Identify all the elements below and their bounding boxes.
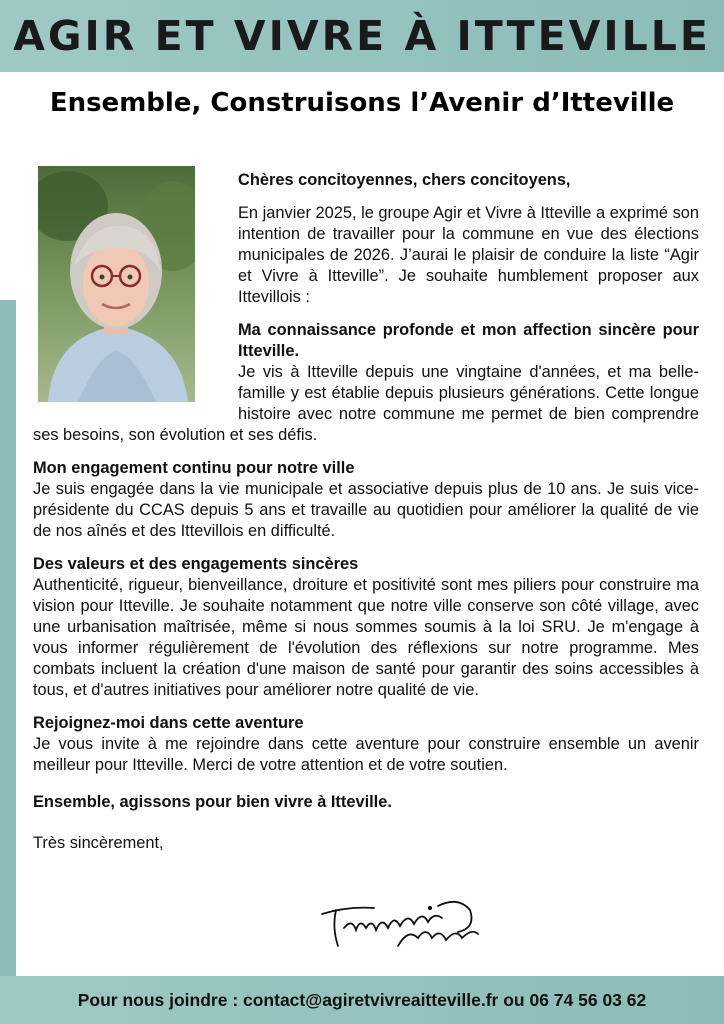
decorative-side-bar [0, 300, 16, 976]
footer-contact: Pour nous joindre : contact@agiretvivreaitteville.fr ou 06 74 56 03 62 [77, 990, 647, 1010]
section-heading: Rejoignez-moi dans cette aventure [33, 714, 304, 732]
section-heading: Ma connaissance profonde et mon affection sincère pour Itteville. [238, 321, 699, 360]
page-subtitle: Ensemble, Construisons l’Avenir d’Itteville [49, 88, 675, 118]
section-text: Je suis engagée dans la vie municipale et associative depuis plus de 10 ans. Je suis vice-présidente du CCAS depuis 5 ans et travaille au quotidien pour améliorer la qualité de vie de nos aînés et des Ittevillois en difficulté. [33, 480, 699, 540]
page-title: AGIR ET VIVRE À ITTEVILLE [13, 12, 711, 60]
section-text: Authenticité, rigueur, bienveillance, droiture et positivité sont mes piliers pour construire ma vision pour Itteville. Je souhaite notamment que notre ville conserve son côté village, avec une urbanisation maîtrisée, même si nous sommes soumis à la loi SRU. Je m'engage à vous informer régulièrement de l'évolution des réflexions sur notre programme. Mes combats incluent la création d'une maison de santé pour garantir des soins accessibles à tous, et d'autres initiatives pour améliorer notre qualité de vie. [33, 576, 699, 699]
signoff: Très sincèrement, [33, 834, 164, 852]
section-values [33, 554, 699, 701]
closing-line: Ensemble, agissons pour bien vivre à Itteville. [33, 793, 392, 811]
footer-band [0, 976, 724, 1024]
section-join [33, 713, 699, 776]
salutation: Chères concitoyennes, chers concitoyens, [238, 171, 571, 189]
letter-body [33, 170, 699, 866]
section-heading: Des valeurs et des engagements sincères [33, 555, 359, 573]
section-engagement [33, 458, 699, 542]
section-heading: Mon engagement continu pour notre ville [33, 459, 355, 477]
header-band [0, 0, 724, 72]
section-text: Je vis à Itteville depuis une vingtaine d'années, et ma belle-famille y est établie depuis plusieurs générations. Cette longue histoire avec notre commune me permet de bien comprendre ses besoins, son évolution et ses défis. [33, 363, 699, 444]
intro-paragraph: En janvier 2025, le groupe Agir et Vivre à Itteville a exprimé son intention de travailler pour la commune en vue des élections municipales de 2026. J’aurai le plaisir de conduire la liste “Agir et Vivre à Itteville”. Je souhaite humblement proposer aux Ittevillois : [238, 204, 699, 306]
section-text: Je vous invite à me rejoindre dans cette aventure pour construire ensemble un avenir meilleur pour Itteville. Merci de votre attention et de votre soutien. [33, 735, 699, 774]
handwritten-signature [318, 888, 482, 952]
